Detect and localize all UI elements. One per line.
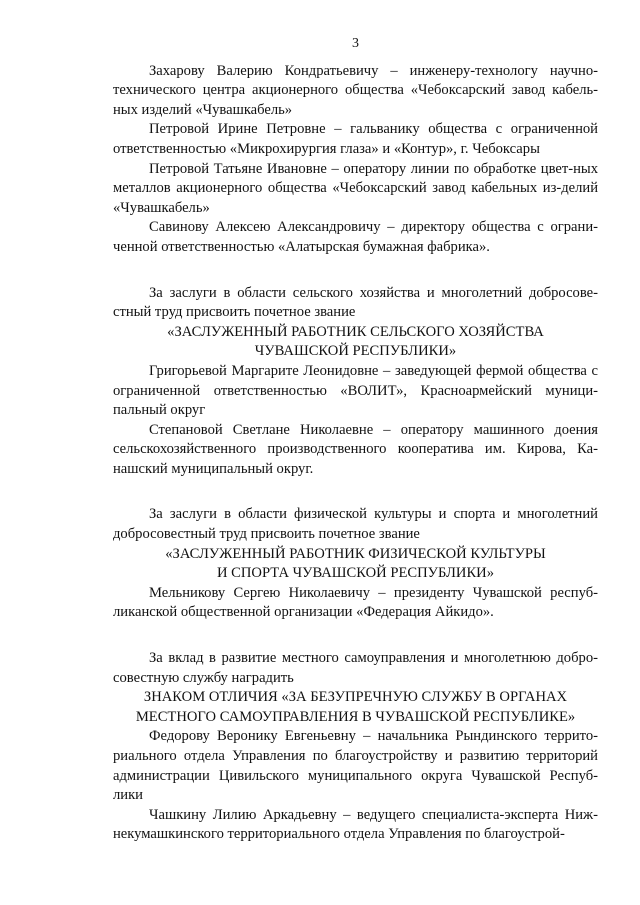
award-recipient-savinov: Савинову Алексею Александровичу – директору общества с ограни-ченной ответственностью «Алатырская бумажная фабрика». <box>113 219 598 255</box>
award-recipient-stepanova: Степановой Светлане Николаевне – оператору машинного доения сельскохозяйственного производственного кооператива им. Кирова, Ка-нашский муниципальный округ. <box>113 421 598 477</box>
award-recipient-petrova-tatyana: Петровой Татьяне Ивановне – оператору линии по обработке цвет-ных металлов акционерного общества «Чебоксарский завод кабельных из-делий «Чувашкабель» <box>113 160 598 216</box>
title-local-government-line-1: ЗНАКОМ ОТЛИЧИЯ «ЗА БЕЗУПРЕЧНУЮ СЛУЖБУ В ОРГАНАХ <box>143 689 568 706</box>
intro-local-government: За вклад в развитие местного самоуправления и многолетнюю добро-совестную службу наградить <box>113 650 598 686</box>
title-sport-line-2: И СПОРТА ЧУВАШСКОЙ РЕСПУБЛИКИ» <box>216 565 495 582</box>
title-agriculture-line-1: «ЗАСЛУЖЕННЫЙ РАБОТНИК СЕЛЬСКОГО ХОЗЯЙСТВА <box>167 323 544 340</box>
title-agriculture <box>113 323 598 362</box>
title-sport <box>113 545 598 584</box>
award-recipient-fedorova: Федорову Веронику Евгеньевну – начальника Рындинского террито-риального отдела Управления по благоустройству и развитию территорий администрации Цивильского муниципального округа Чувашской Респуб-лики <box>113 728 598 804</box>
intro-sport: За заслуги в области физической культуры и спорта и многолетний добросовестный труд присвоить почетное звание <box>113 506 598 543</box>
award-recipient-petrova-irina: Петровой Ирине Петровне – гальванику общества с ограниченной ответственностью «Микрохирургия глаза» и «Контур», г. Чебоксары <box>113 121 598 157</box>
title-local-government <box>113 688 598 727</box>
award-recipient-melnikov: Мельникову Сергею Николаевичу – президенту Чувашской респуб-ликанской общественной организации «Федерация Айкидо». <box>113 584 598 621</box>
award-recipient-grigoryeva: Григорьевой Маргарите Леонидовне – заведующей фермой общества с ограниченной ответственностью «ВОЛИТ», Красноармейский муници-пальный округ <box>113 362 598 419</box>
title-local-government-line-2: МЕСТНОГО САМОУПРАВЛЕНИЯ В ЧУВАШСКОЙ РЕСПУБЛИКЕ» <box>135 708 576 725</box>
intro-agriculture: За заслуги в области сельского хозяйства и многолетний добросове-стный труд присвоить почетное звание <box>113 284 598 321</box>
award-recipient-zakharov: Захарову Валерию Кондратьевичу – инженеру-технологу научно-технического центра акционерного общества «Чебоксарский завод кабель-ных изделий «Чувашкабель» <box>113 62 598 118</box>
title-agriculture-line-2: ЧУВАШСКОЙ РЕСПУБЛИКИ» <box>254 343 457 360</box>
title-sport-line-1: «ЗАСЛУЖЕННЫЙ РАБОТНИК ФИЗИЧЕСКОЙ КУЛЬТУРЫ <box>165 545 546 562</box>
document-page <box>113 34 598 845</box>
page-number: 3 <box>352 36 359 51</box>
award-recipient-chashkina: Чашкину Лилию Аркадьевну – ведущего специалиста-эксперта Ниж-некумашкинского территориального отдела Управления по благоустрой- <box>113 806 598 843</box>
